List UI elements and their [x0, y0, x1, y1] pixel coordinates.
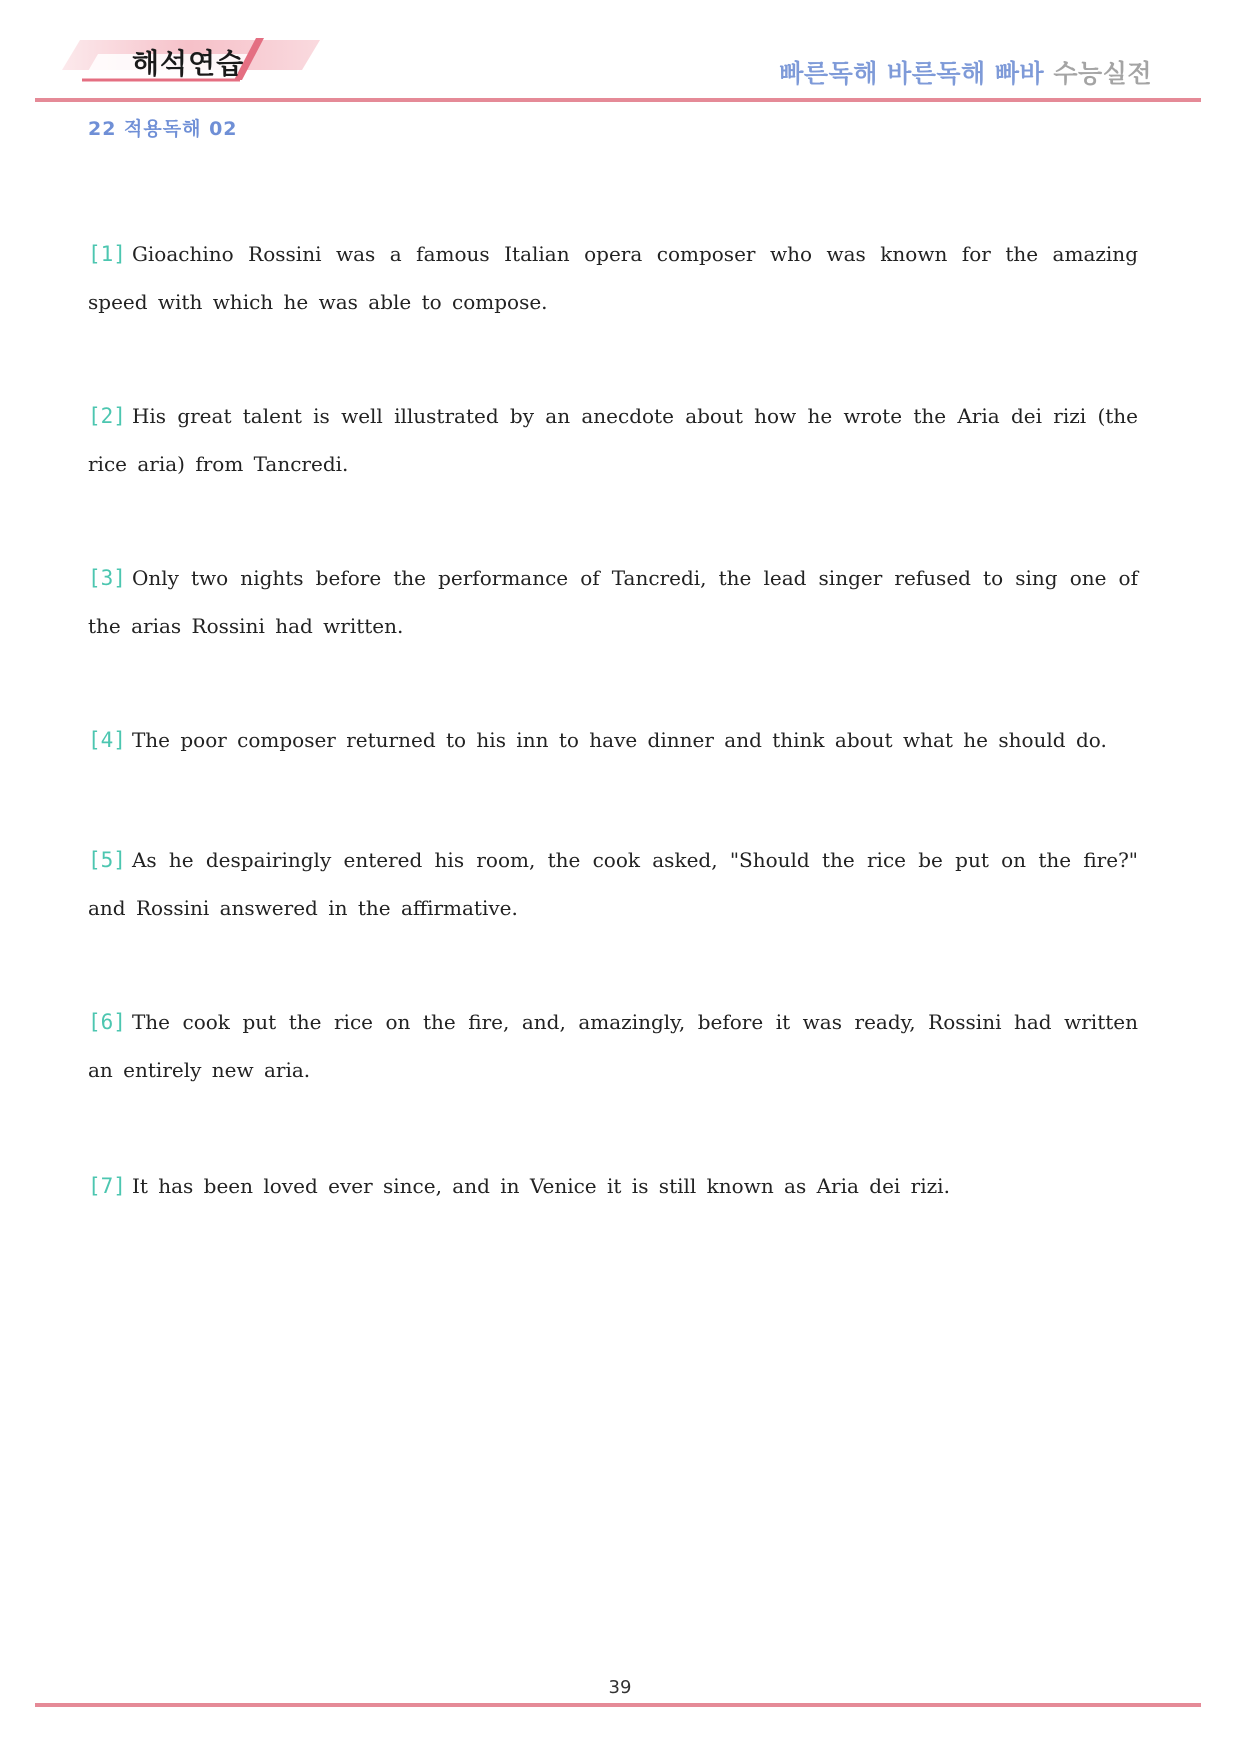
series-title-accent: 수능실전 [1053, 59, 1152, 88]
sentence-2 [88, 392, 1138, 488]
sentence-text: Gioachino Rossini was a famous Italian opera composer who was known for the amazing speed with which he was able to compose. [88, 242, 1138, 314]
sentence-number: [4] [88, 728, 126, 752]
sentence-3 [88, 554, 1138, 650]
sentence-number: [3] [88, 566, 126, 590]
series-title [779, 54, 1152, 90]
sentence-text: The poor composer returned to his inn to have dinner and think about what he should do. [131, 728, 1107, 752]
sentence-number: [7] [88, 1174, 126, 1198]
sentence-number: [1] [88, 242, 126, 266]
series-title-main: 빠른독해 바른독해 빠바 [779, 59, 1054, 88]
page-number: 39 [608, 1677, 632, 1698]
sentence-number: [2] [88, 404, 126, 428]
sentence-text: His great talent is well illustrated by an anecdote about how he wrote the Aria dei rizi (the rice aria) from Tancredi. [88, 404, 1138, 476]
section-label: 22 적용독해 02 [88, 118, 238, 140]
sentence-4 [88, 716, 1138, 764]
header-badge [62, 34, 362, 90]
sentence-text: It has been loved ever since, and in Venice it is still known as Aria dei rizi. [131, 1174, 950, 1198]
bottom-divider [35, 1703, 1201, 1707]
top-divider [35, 98, 1201, 102]
sentence-text: Only two nights before the performance of Tancredi, the lead singer refused to sing one of the arias Rossini had written. [88, 566, 1138, 638]
sentence-5 [88, 836, 1138, 932]
sentence-text: As he despairingly entered his room, the cook asked, "Should the rice be put on the fire?" and Rossini answered in the affirmative. [88, 848, 1138, 920]
sentence-1 [88, 230, 1138, 326]
sentence-number: [6] [88, 1010, 126, 1034]
sentence-6 [88, 998, 1138, 1094]
sentence-number: [5] [88, 848, 126, 872]
header-badge-label: 해석연습 [132, 47, 245, 80]
sentence-text: The cook put the rice on the fire, and, amazingly, before it was ready, Rossini had written an entirely new aria. [88, 1010, 1138, 1082]
sentence-7 [88, 1162, 1138, 1210]
